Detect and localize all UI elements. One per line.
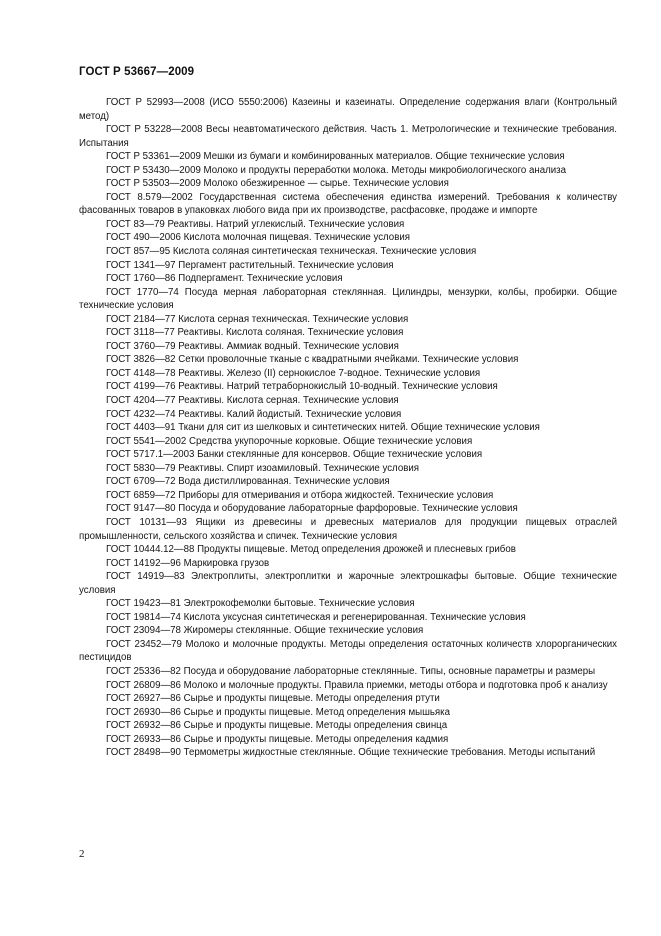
page-number: 2 (79, 848, 85, 860)
reference-entry: ГОСТ 8.579—2002 Государственная система обеспечения единства измерений. Требования к количеству фасованных товаров в упаковках любого вида при их производстве, расфасовке, продаже и импорте (79, 191, 617, 217)
normative-references-list (79, 96, 617, 760)
reference-entry: ГОСТ 6859—72 Приборы для отмеривания и отбора жидкостей. Технические условия (106, 489, 494, 501)
reference-entry: ГОСТ 19423—81 Электрокофемолки бытовые. Технические условия (106, 598, 415, 610)
reference-entry: ГОСТ 4204—77 Реактивы. Кислота серная. Технические условия (106, 395, 399, 407)
reference-entry: ГОСТ 26933—86 Сырье и продукты пищевые. Методы определения кадмия (106, 733, 449, 745)
reference-entry: ГОСТ 26930—86 Сырье и продукты пищевые. Метод определения мышьяка (106, 706, 450, 718)
reference-entry: ГОСТ Р 53228—2008 Весы неавтоматического действия. Часть 1. Метрологические и технические требования. Испытания (79, 124, 617, 149)
reference-entry: ГОСТ 857—95 Кислота соляная синтетическая техническая. Технические условия (106, 246, 477, 258)
reference-entry: ГОСТ 9147—80 Посуда и оборудование лабораторные фарфоровые. Технические условия (106, 503, 518, 515)
document-header: ГОСТ Р 53667—2009 (79, 66, 195, 78)
reference-entry: ГОСТ 4148—78 Реактивы. Железо (II) сернокислое 7-водное. Технические условия (106, 367, 481, 379)
reference-entry: ГОСТ 6709—72 Вода дистиллированная. Технические условия (106, 476, 390, 488)
reference-entry: ГОСТ 83—79 Реактивы. Натрий углекислый. Технические условия (106, 218, 405, 230)
reference-entry: ГОСТ 3118—77 Реактивы. Кислота соляная. Технические условия (106, 327, 404, 339)
reference-entry: ГОСТ Р 53503—2009 Молоко обезжиренное — сырье. Технические условия (106, 178, 449, 190)
reference-entry: ГОСТ 14192—96 Маркировка грузов (106, 557, 270, 569)
reference-entry: ГОСТ 1770—74 Посуда мерная лабораторная стеклянная. Цилиндры, мензурки, колбы, пробирки. Общие технические условия (79, 286, 617, 312)
reference-entry: ГОСТ 25336—82 Посуда и оборудование лабораторные стеклянные. Типы, основные параметры и размеры (106, 665, 596, 677)
reference-entry: ГОСТ 5717.1—2003 Банки стеклянные для консервов. Общие технические условия (106, 449, 483, 461)
reference-entry: ГОСТ Р 52993—2008 (ИСО 5550:2006) Казеины и казеинаты. Определение содержания влаги (Контрольный метод) (79, 97, 617, 122)
reference-entry: ГОСТ 26809—86 Молоко и молочные продукты. Правила приемки, методы отбора и подготовка проб к анализу (106, 679, 608, 691)
reference-entry: ГОСТ 4232—74 Реактивы. Калий йодистый. Технические условия (106, 408, 402, 420)
reference-entry: ГОСТ 1341—97 Пергамент растительный. Технические условия (106, 259, 394, 271)
reference-entry: ГОСТ 3760—79 Реактивы. Аммиак водный. Технические условия (106, 340, 399, 352)
reference-entry: ГОСТ 490—2006 Кислота молочная пищевая. Технические условия (106, 232, 410, 244)
reference-entry: ГОСТ 5541—2002 Средства укупорочные корковые. Общие технические условия (106, 435, 473, 447)
reference-entry: ГОСТ 26927—86 Сырье и продукты пищевые. Методы определения ртути (106, 693, 440, 705)
reference-entry: ГОСТ 23094—78 Жиромеры стеклянные. Общие технические условия (106, 625, 424, 637)
reference-entry: ГОСТ 5830—79 Реактивы. Спирт изоамиловый. Технические условия (106, 462, 420, 474)
reference-entry: ГОСТ 23452—79 Молоко и молочные продукты. Методы определения остаточных количеств хлорорганических пестицидов (79, 638, 617, 664)
reference-entry: ГОСТ 4199—76 Реактивы. Натрий тетраборнокислый 10-водный. Технические условия (106, 381, 498, 393)
reference-entry: ГОСТ 1760—86 Подпергамент. Технические условия (106, 273, 343, 285)
reference-entry: ГОСТ 26932—86 Сырье и продукты пищевые. Методы определения свинца (106, 720, 448, 732)
reference-entry: ГОСТ 28498—90 Термометры жидкостные стеклянные. Общие технические требования. Методы испытаний (106, 747, 596, 759)
reference-entry: ГОСТ 14919—83 Электроплиты, электроплитки и жарочные электрошкафы бытовые. Общие технические условия (79, 571, 617, 596)
reference-entry: ГОСТ 3826—82 Сетки проволочные тканые с квадратными ячейками. Технические условия (106, 354, 519, 366)
reference-entry: ГОСТ 10131—93 Ящики из древесины и древесных материалов для продукции пищевых отраслей промышленности, сельского хозяйства и спичек. Технические условия (79, 516, 617, 542)
reference-entry: ГОСТ 4403—91 Ткани для сит из шелковых и синтетических нитей. Общие технические условия (106, 422, 540, 434)
reference-entry: ГОСТ 10444.12—88 Продукты пищевые. Метод определения дрожжей и плесневых грибов (106, 544, 516, 556)
reference-entry: ГОСТ Р 53430—2009 Молоко и продукты переработки молока. Методы микробиологического анализа (106, 164, 567, 176)
reference-entry: ГОСТ Р 53361—2009 Мешки из бумаги и комбинированных материалов. Общие технические условия (106, 151, 565, 163)
reference-entry: ГОСТ 2184—77 Кислота серная техническая. Технические условия (106, 313, 409, 325)
reference-entry: ГОСТ 19814—74 Кислота уксусная синтетическая и регенерированная. Технические условия (106, 611, 526, 623)
